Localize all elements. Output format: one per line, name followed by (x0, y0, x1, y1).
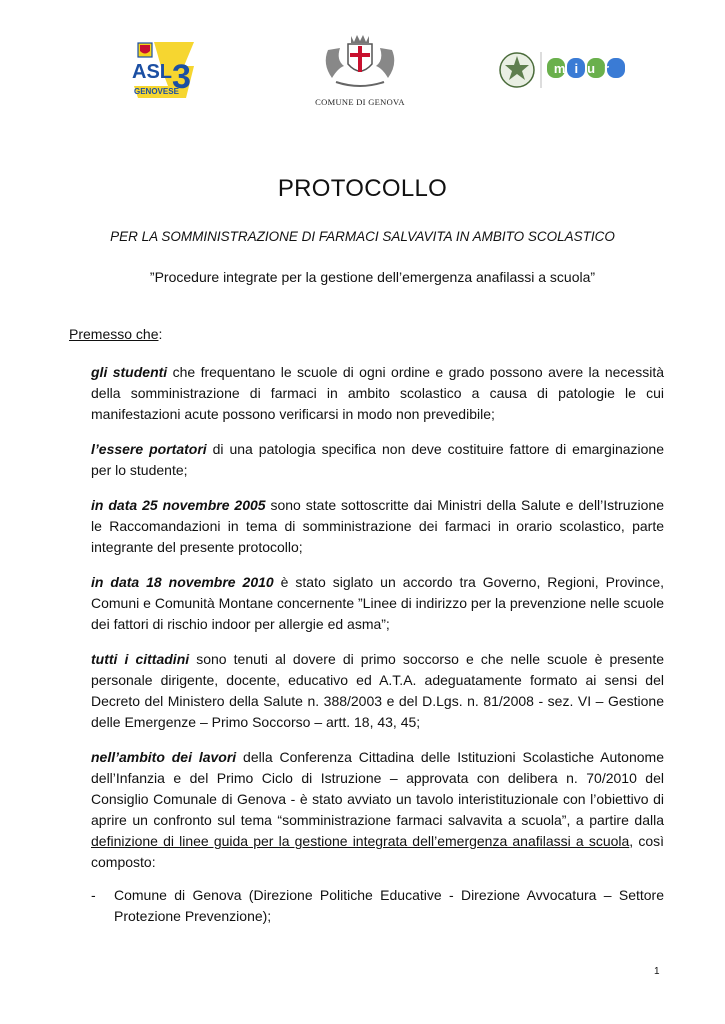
paragraph-text: della Conferenza Cittadina delle Istituzioni Scolastiche Autonome dell’Infanzia e del Primo Ciclo di Istruzione – approvata con delibera n. 70/2010 del Consiglio Comunale di Genova - è stato avviato un tavolo interistituzionale con l’obiettivo di aprire un confronto sul tema “somministrazione farmaci salvavita a scuola”, a partire dalla (91, 749, 664, 828)
miur-logo (497, 48, 637, 92)
paragraph-tail: , così composto: (91, 833, 664, 870)
premesso-body (91, 362, 664, 887)
asl-logo-number: 3 (172, 58, 191, 96)
paragraph (91, 649, 664, 733)
paragraph (91, 495, 664, 558)
comune-genova-logo (300, 30, 420, 112)
list-item (91, 885, 664, 927)
paragraph-lead: in data 18 novembre 2010 (91, 574, 274, 590)
paragraph-lead: in data 25 novembre 2005 (91, 497, 266, 513)
paragraph-text: di una patologia specifica non deve costituire fattore di emarginazione per lo studente; (91, 441, 664, 478)
paragraph-lead: tutti i cittadini (91, 651, 190, 667)
premesso-heading (69, 326, 162, 342)
paragraph-text: sono tenuti al dovere di primo soccorso e che nelle scuole è presente personale dirigente, docente, educativo ed A.T.A. adeguatamente formato ai sensi del Decreto del Ministero della Salute n. 388/2003 e del D.Lgs. n. 81/2008 - sez. VI – Gestione delle Emergenze – Primo Soccorso – artt. 18, 43, 45; (91, 651, 664, 730)
comune-genova-caption: COMUNE DI GENOVA (315, 97, 405, 107)
asl3-genovese-logo (128, 40, 198, 100)
page-number: 1 (654, 966, 660, 977)
miur-logo-text: miur (553, 61, 619, 76)
premesso-colon: : (158, 326, 163, 342)
bullet-text: Comune di Genova (Direzione Politiche Educative - Direzione Avvocatura – Settore Protezione Prevenzione); (114, 887, 664, 924)
asl-logo-sub: GENOVESE (134, 87, 179, 96)
paragraph-text: sono state sottoscritte dai Ministri della Salute e dell’Istruzione le Raccomandazioni in tema di somministrazione dei farmaci in orario scolastico, parte integrante del presente protocollo; (91, 497, 664, 555)
paragraph-lead: l’essere portatori (91, 441, 207, 457)
asl-logo-text: ASL (132, 61, 172, 83)
paragraph-text: che frequentano le scuole di ogni ordine e grado possono avere la necessità della somministrazione di farmaci in ambito scolastico a causa di patologie le cui manifestazioni acute possono verificarsi in modo non prevedibile; (91, 364, 664, 422)
premesso-label: Premesso che (69, 326, 159, 342)
paragraph-underlined-text: definizione di linee guida per la gestione integrata dell’emergenza anafilassi a scuola (91, 833, 630, 849)
paragraph (91, 439, 664, 481)
paragraph (91, 362, 664, 425)
paragraph-lead: gli studenti (91, 364, 168, 380)
document-title: PROTOCOLLO (277, 175, 448, 202)
document-quote-title: ”Procedure integrate per la gestione dell’emergenza anafilassi a scuola” (149, 269, 596, 285)
document-subtitle: PER LA SOMMINISTRAZIONE DI FARMACI SALVAVITA IN AMBITO SCOLASTICO (110, 229, 615, 244)
paragraph (91, 747, 664, 873)
bullet-marker: - (91, 887, 96, 903)
paragraph (91, 572, 664, 635)
paragraph-lead: nell’ambito dei lavori (91, 749, 237, 765)
paragraph-text: è stato siglato un accordo tra Governo, Regioni, Province, Comuni e Comunità Montane concernente ”Linee di indirizzo per la prevenzione nelle scuole dei fattori di rischio indoor per allergie ed asma”; (91, 574, 664, 632)
